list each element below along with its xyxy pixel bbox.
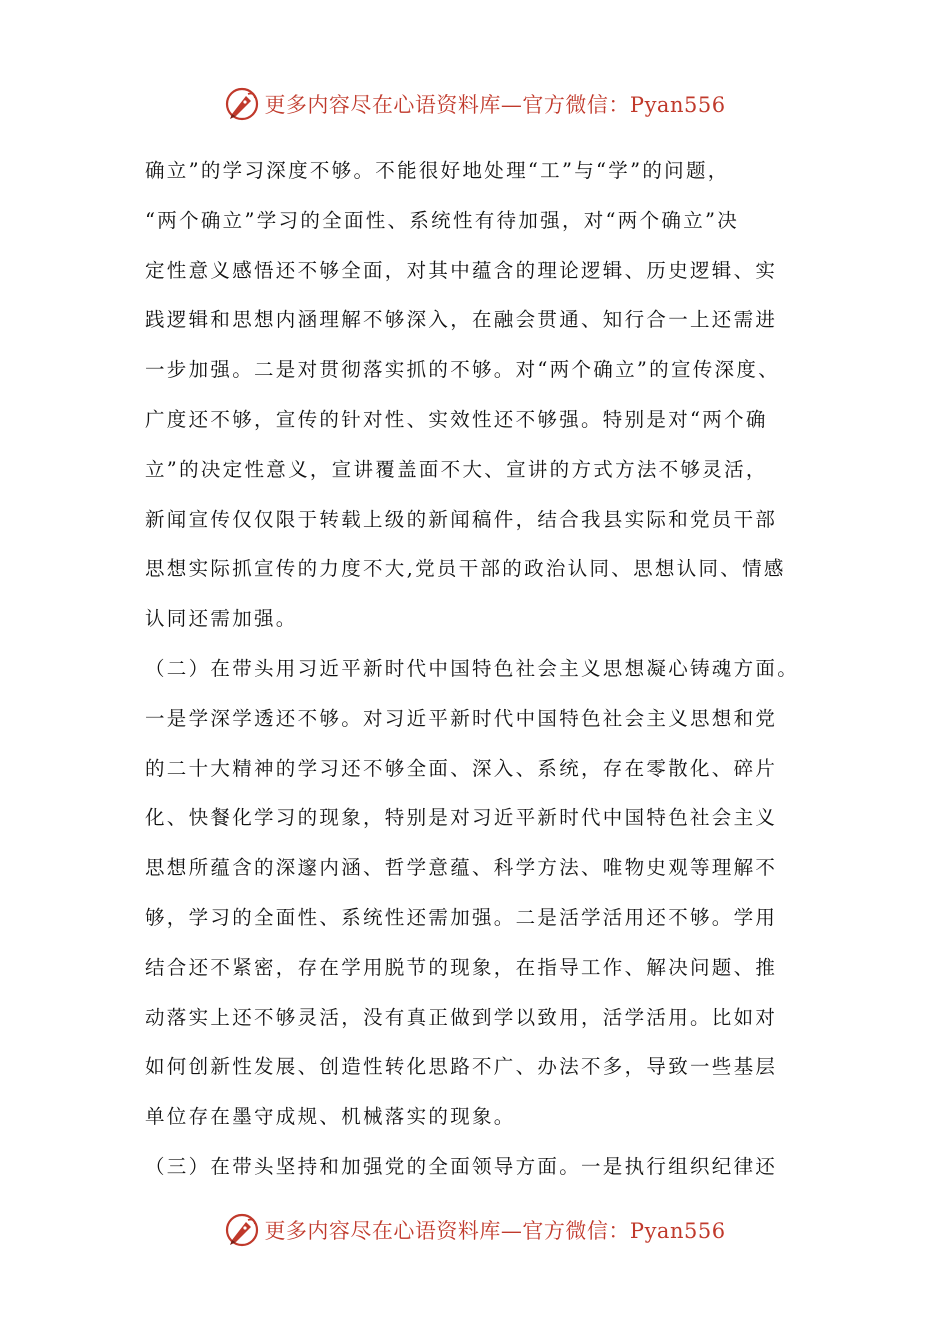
body-line: 新闻宣传仅仅限于转载上级的新闻稿件，结合我县实际和党员干部 <box>145 507 778 531</box>
body-line: 化、快餐化学习的现象，特别是对习近平新时代中国特色社会主义 <box>145 806 778 830</box>
pen-nib-logo-icon <box>224 86 260 122</box>
section-heading-2: （二）在带头用习近平新时代中国特色社会主义思想凝心铸魂方面。 <box>145 656 800 680</box>
body-line: 如何创新性发展、创造性转化思路不广、办法不多，导致一些基层 <box>145 1055 778 1079</box>
body-line: 践逻辑和思想内涵理解不够深入，在融会贯通、知行合一上还需进 <box>145 308 778 332</box>
body-line: 结合还不紧密，存在学用脱节的现象，在指导工作、解决问题、推 <box>145 955 778 979</box>
body-line: 认同还需加强。 <box>145 607 298 631</box>
body-line: 立”的决定性意义，宣讲覆盖面不大、宣讲的方式方法不够灵活， <box>145 457 768 481</box>
body-line: “两个确立”学习的全面性、系统性有待加强，对“两个确立”决 <box>145 208 740 232</box>
body-line: 确立”的学习深度不够。不能很好地处理“工”与“学”的问题， <box>145 159 730 182</box>
footer-banner <box>0 1210 950 1250</box>
body-line: 的二十大精神的学习还不够全面、深入、系统，存在零散化、碎片 <box>145 756 778 780</box>
body-line: 思想实际抓宣传的力度不大,党员干部的政治认同、思想认同、情感 <box>145 557 786 581</box>
body-line: 一是学深学透还不够。对习近平新时代中国特色社会主义思想和党 <box>145 706 778 730</box>
document-body <box>145 146 825 1192</box>
body-line: 思想所蕴含的深邃内涵、哲学意蕴、科学方法、唯物史观等理解不 <box>145 856 778 880</box>
footer-brand-text: 更多内容尽在心语资料库—官方微信：Pyan556 <box>264 1219 726 1243</box>
section-heading-3: （三）在带头坚持和加强党的全面领导方面。一是执行组织纪律还 <box>145 1154 778 1178</box>
body-line: 广度还不够，宣传的针对性、实效性还不够强。特别是对“两个确 <box>145 407 768 431</box>
body-line: 动落实上还不够灵活，没有真正做到学以致用，活学活用。比如对 <box>145 1005 778 1029</box>
header-brand-text: 更多内容尽在心语资料库—官方微信：Pyan556 <box>264 93 726 117</box>
body-line: 够，学习的全面性、系统性还需加强。二是活学活用还不够。学用 <box>145 905 778 929</box>
body-line: 一步加强。二是对贯彻落实抓的不够。对“两个确立”的宣传深度、 <box>145 358 780 382</box>
body-line: 单位存在墨守成规、机械落实的现象。 <box>145 1105 516 1129</box>
header-banner <box>0 84 950 124</box>
body-line: 定性意义感悟还不够全面，对其中蕴含的理论逻辑、历史逻辑、实 <box>145 258 778 282</box>
pen-nib-logo-icon <box>224 1212 260 1248</box>
